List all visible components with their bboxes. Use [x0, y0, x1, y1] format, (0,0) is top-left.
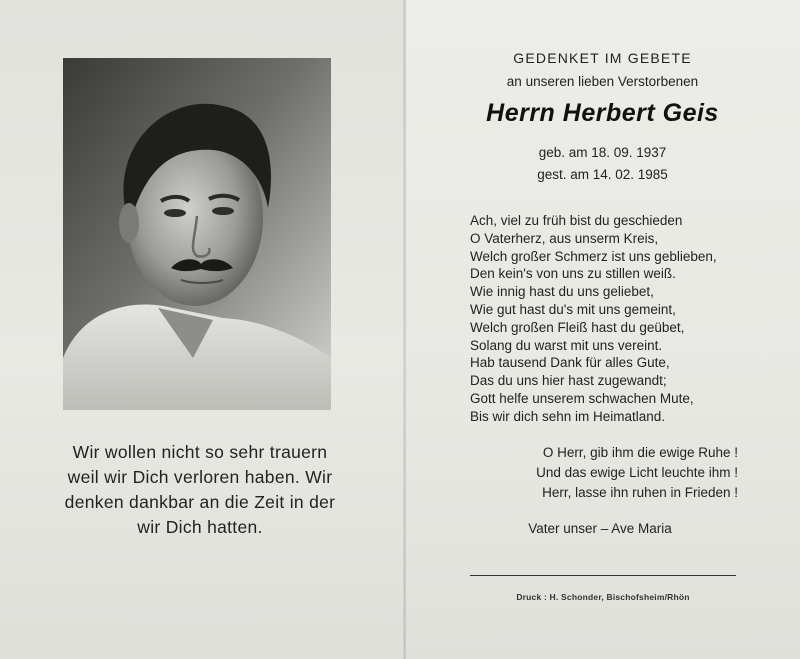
- birth-date: geb. am 18. 09. 1937: [538, 145, 667, 160]
- printer-credit: Druck : H. Schonder, Bischofsheim/Rhön: [516, 592, 690, 602]
- quote-line: denken dankbar an die Zeit in der: [64, 492, 336, 512]
- poem-line: Wie innig hast du uns geliebet,: [470, 284, 654, 300]
- subheading: an unseren lieben Verstorbenen: [506, 74, 699, 89]
- poem-line: O Vaterherz, aus unserm Kreis,: [470, 230, 659, 246]
- poem-line: Wie gut hast du's mit uns gemeint,: [470, 301, 676, 317]
- memorial-quote: [30, 440, 370, 540]
- heading: GEDENKET IM GEBETE: [513, 50, 692, 66]
- poem: [470, 212, 760, 426]
- death-date: gest. am 14. 02. 1985: [537, 167, 668, 182]
- poem-line: Gott helfe unserem schwachen Mute,: [470, 390, 694, 406]
- poem-line: Welch großen Fleiß hast du geübet,: [470, 319, 685, 335]
- quote-line: Wir wollen nicht so sehr trauern: [72, 442, 328, 462]
- header-block: [430, 50, 775, 186]
- prayer-line: Herr, lasse ihn ruhen in Frieden !: [542, 485, 738, 500]
- poem-line: Bis wir dich sehn im Heimatland.: [470, 408, 666, 424]
- quote-line: weil wir Dich verloren haben. Wir: [67, 467, 333, 487]
- poem-line: Das du uns hier hast zugewandt;: [470, 373, 667, 389]
- prayer-line: O Herr, gib ihm die ewige Ruhe !: [542, 445, 738, 460]
- poem-line: Den kein's von uns zu stillen weiß.: [470, 266, 676, 282]
- poem-line: Ach, viel zu früh bist du geschieden: [470, 213, 683, 228]
- portrait-photo: [63, 58, 331, 410]
- divider-line: [470, 575, 736, 576]
- deceased-name: Herrn Herbert Geis: [486, 99, 719, 127]
- prayer: [470, 443, 738, 503]
- poem-line: Solang du warst mit uns vereint.: [470, 337, 663, 353]
- poem-line: Welch großer Schmerz ist uns geblieben,: [470, 248, 717, 264]
- life-dates: [430, 142, 775, 186]
- portrait-image: [63, 58, 331, 410]
- prayer-line: Und das ewige Licht leuchte ihm !: [536, 465, 738, 480]
- quote-line: wir Dich hatten.: [137, 517, 263, 537]
- closing-prayers: Vater unser – Ave Maria: [528, 521, 672, 536]
- poem-line: Hab tausend Dank für alles Gute,: [470, 355, 670, 371]
- card-fold: [403, 0, 407, 659]
